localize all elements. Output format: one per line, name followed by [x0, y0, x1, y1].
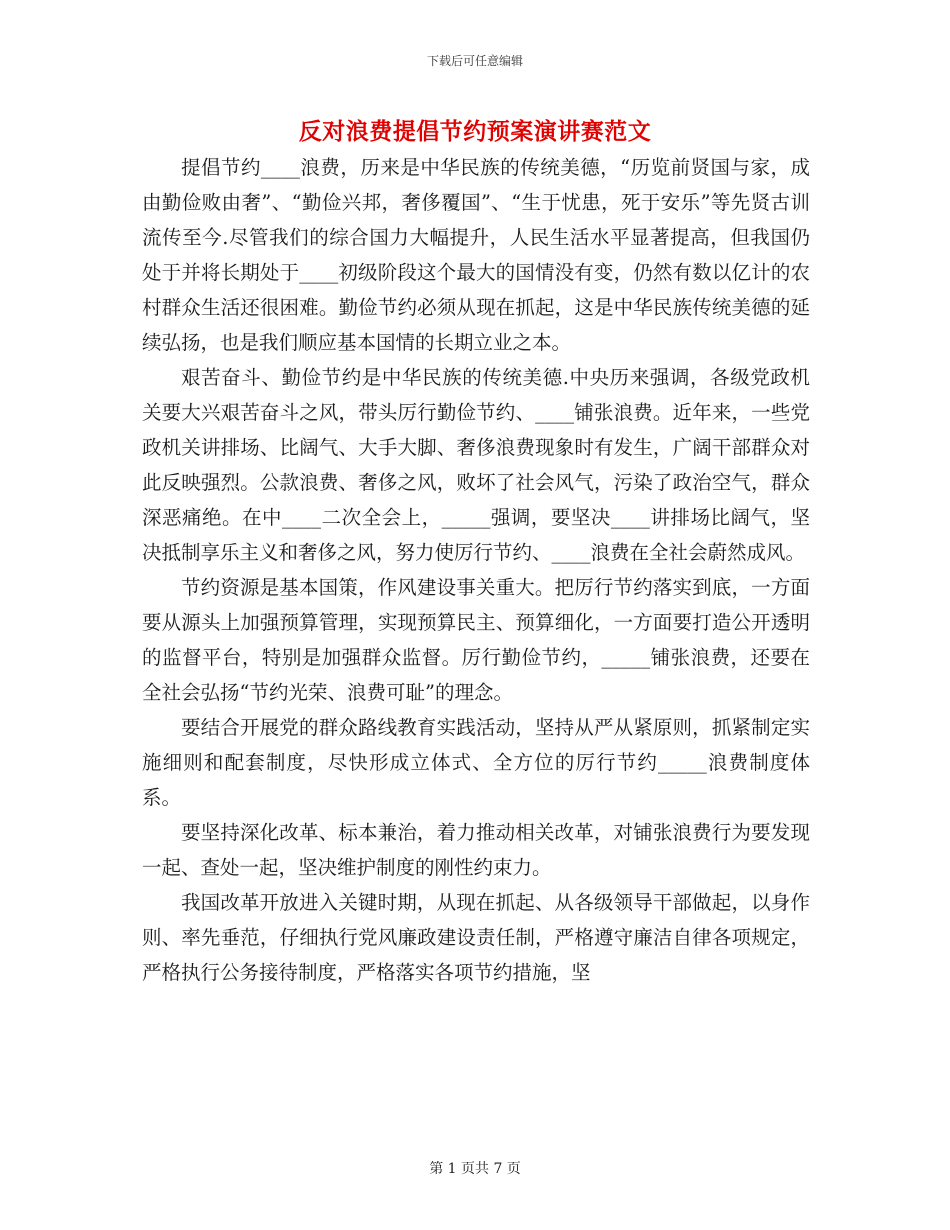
paragraph: 艰苦奋斗、勤俭节约是中华民族的传统美德.中央历来强调，各级党政机关要大兴艰苦奋斗之风，带头厉行勤俭节约、____铺张浪费。近年来，一些党政机关讲排场、比阔气、大手大脚、奢侈浪费现象时有发生，广阔干部群众对此反映强烈。公款浪费、奢侈之风，败坏了社会风气，污染了政治空气，群众深恶痛绝。在中____二次全会上，_____强调，要坚决____讲排场比阔气，坚决抵制享乐主义和奢侈之风，努力使厉行节约、____浪费在全社会蔚然成风。 [142, 366, 810, 564]
document-body [142, 150, 810, 990]
page-number: 第 1 页共 7 页 [429, 1161, 521, 1177]
paragraph: 提倡节约____浪费，历来是中华民族的传统美德，“历览前贤国与家，成由勤俭败由奢”、“勤俭兴邦，奢侈覆国”、“生于忧患，死于安乐”等先贤古训流传至今.尽管我们的综合国力大幅提升，人民生活水平显著提高，但我国仍处于并将长期处于____初级阶段这个最大的国情没有变，仍然有数以亿计的农村群众生活还很困难。勤俭节约必须从现在抓起，这是中华民族传统美德的延续弘扬，也是我们顺应基本国情的长期立业之本。 [142, 156, 810, 354]
paragraph: 要结合开展党的群众路线教育实践活动，坚持从严从紧原则，抓紧制定实施细则和配套制度，尽快形成立体式、全方位的厉行节约_____浪费制度体系。 [142, 716, 810, 809]
header-note: 下载后可任意编辑 [426, 54, 523, 68]
paragraph: 节约资源是基本国策，作风建设事关重大。把厉行节约落实到底，一方面要从源头上加强预算管理，实现预算民主、预算细化，一方面要打造公开透明的监督平台，特别是加强群众监督。厉行勤俭节约，_____铺张浪费，还要在全社会弘扬“节约光荣、浪费可耻”的理念。 [142, 576, 810, 704]
paragraph: 我国改革开放进入关键时期，从现在抓起、从各级领导干部做起，以身作则、率先垂范，仔细执行党风廉政建设责任制，严格遵守廉洁自律各项规定，严格执行公务接待制度，严格落实各项节约措施，坚 [142, 891, 810, 984]
document-title: 反对浪费提倡节约预案演讲赛范文 [298, 118, 652, 145]
paragraph: 要坚持深化改革、标本兼治，着力推动相关改革，对铺张浪费行为要发现一起、查处一起，坚决维护制度的刚性约束力。 [142, 821, 810, 879]
